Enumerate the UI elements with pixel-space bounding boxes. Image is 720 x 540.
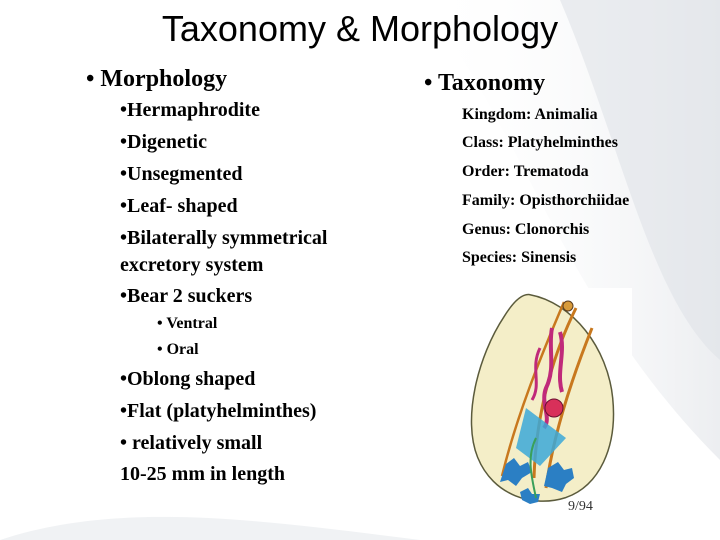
taxonomy-row: Family: Opisthorchiidae (462, 192, 630, 209)
sucker-item: • Ventral (157, 315, 218, 332)
morphology-item: •Unsegmented (120, 163, 243, 185)
morphology-item: •Flat (platyhelminthes) (120, 400, 317, 422)
morphology-item: •Digenetic (120, 131, 207, 153)
taxonomy-row: Kingdom: Animalia (462, 106, 598, 123)
morphology-item: •Leaf- shaped (120, 195, 238, 217)
taxonomy-row: Species: Sinensis (462, 249, 577, 266)
illustration-caption: 9/94 (568, 499, 593, 514)
morphology-item: excretory system (120, 254, 264, 276)
morphology-item: 10-25 mm in length (120, 463, 285, 485)
taxonomy-row: Genus: Clonorchis (462, 221, 590, 238)
taxonomy-row: Class: Platyhelminthes (462, 134, 618, 151)
morphology-item: •Oblong shaped (120, 368, 256, 390)
slide-title: Taxonomy & Morphology (161, 8, 559, 49)
sucker-item: • Oral (157, 341, 199, 358)
taxonomy-row: Order: Trematoda (462, 163, 589, 180)
taxonomy-heading: • Taxonomy (424, 70, 546, 96)
morphology-item: • relatively small (120, 432, 263, 454)
clonorchis-illustration (436, 288, 632, 518)
morphology-item: •Hermaphrodite (120, 99, 260, 121)
morphology-item: •Bear 2 suckers (120, 285, 253, 307)
morphology-heading: • Morphology (86, 66, 228, 92)
morphology-item: •Bilaterally symmetrical (120, 227, 328, 249)
